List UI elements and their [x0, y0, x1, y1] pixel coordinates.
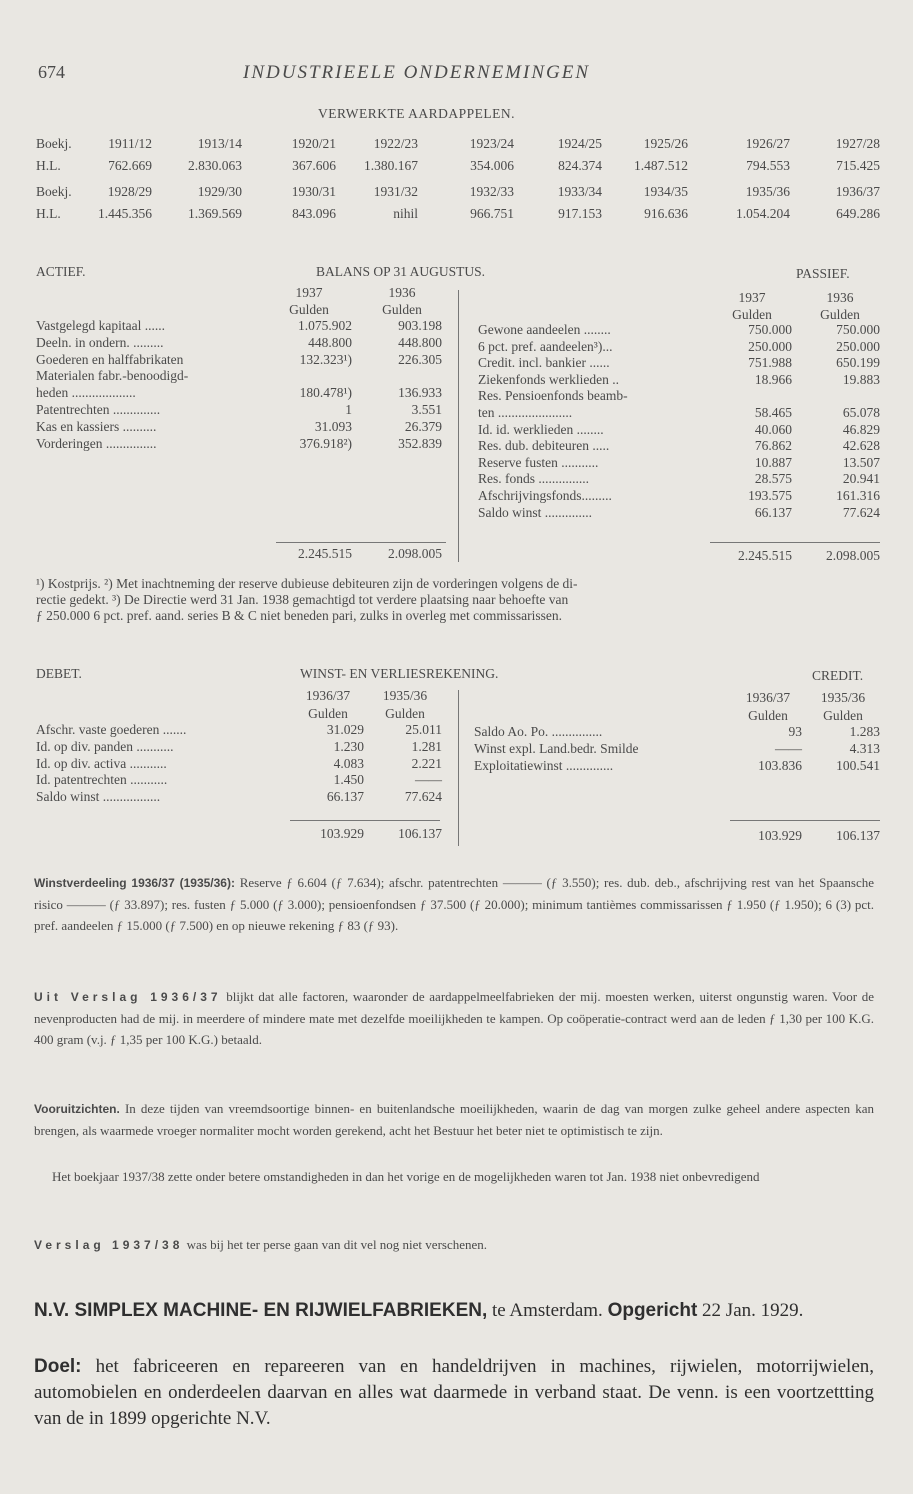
passief-value-1937: 66.137	[754, 504, 792, 520]
credit-value-1935-36: 100.541	[836, 758, 880, 773]
passief-value-1936: 650.199	[836, 355, 880, 371]
passief-row-label: Res. dub. debiteuren .....	[478, 438, 610, 454]
debet-total-rule	[290, 820, 440, 821]
actief-value-1936: 903.198	[398, 318, 442, 333]
boekjaar-paragraph	[34, 1166, 874, 1187]
actief-value-1936: 352.839	[398, 435, 442, 451]
aardappelen-year: 1927/28	[835, 136, 880, 151]
passief-row-label: Gewone aandeelen ........	[478, 322, 611, 337]
debet-value-1936-37: 31.029	[326, 722, 364, 737]
aardappelen-year: 1928/29	[107, 184, 152, 199]
passief-value-1936: 13.507	[842, 454, 880, 470]
passief-value-1936: 42.628	[842, 438, 880, 454]
passief-row-label: Credit. incl. bankier ......	[478, 355, 610, 371]
credit-col-unit: Gulden	[823, 708, 863, 723]
passief-value-1937: 28.575	[754, 471, 792, 487]
aardappelen-year: 1924/25	[557, 136, 602, 151]
aardappelen-value: 1.487.512	[634, 158, 688, 173]
passief-value-1936: 750.000	[836, 322, 880, 337]
passief-value-1936: 46.829	[842, 421, 880, 437]
credit-row-label: Winst expl. Land.bedr. Smilde	[474, 741, 639, 756]
passief-col-unit: Gulden	[820, 307, 860, 322]
actief-total-rule	[276, 542, 446, 543]
actief-value-1937: 1.075.902	[298, 318, 352, 333]
passief-value-1937: 76.862	[754, 438, 792, 454]
aardappelen-value: 917.153	[558, 206, 602, 221]
winstverdeeling-body: Reserve ƒ 6.604 (ƒ 7.634); afschr. patentrechten ——— (ƒ 3.550); res. dub. deb., afschrijving rest van het Spaansche risico ——— (ƒ 33.897); res. fusten ƒ 5.000 (ƒ 3.000); pensioenfondsen ƒ 37.500 (ƒ 20.000); minimum tantièmes commissarissen ƒ 1.950 (ƒ 1.950); 6 (3) pct. pref. aandeelen ƒ 15.000 (ƒ 7.500) en op nieuwe rekening ƒ 83 (ƒ 93).	[34, 875, 875, 933]
aardappelen-value: 762.669	[108, 158, 152, 173]
credit-value-1936-37: 103.836	[758, 758, 802, 773]
debet-row-label: Id. op div. panden ...........	[36, 738, 174, 754]
aardappelen-year: 1911/12	[108, 136, 152, 151]
aardappelen-year: 1923/24	[469, 136, 514, 151]
aardappelen-row-label: H.L.	[36, 158, 61, 173]
aardappelen-value: 715.425	[836, 158, 880, 173]
passief-value-1937: 10.887	[754, 454, 792, 470]
debet-value-1936-37: 1.450	[333, 772, 364, 788]
aardappelen-year: 1935/36	[745, 184, 790, 199]
actief-value-1936: 448.800	[398, 334, 442, 350]
actief-row-label: Vorderingen ...............	[36, 435, 157, 451]
passief-col-year: 1936	[826, 290, 854, 305]
verslag-1936-paragraph	[34, 986, 874, 1050]
passief-value-1937: 250.000	[748, 338, 792, 354]
aardappelen-year: 1932/33	[469, 184, 514, 199]
passief-col-unit: Gulden	[732, 307, 772, 322]
actief-value-1937: 180.478¹)	[299, 385, 352, 401]
doel-label: Doel:	[34, 1356, 82, 1377]
debet-value-1935-36: ——	[415, 772, 442, 788]
actief-row-label: Vastgelegd kapitaal ......	[36, 318, 165, 333]
aardappelen-row-label: Boekj.	[36, 184, 72, 199]
debet-value-1935-36: 2.221	[411, 755, 442, 771]
actief-label: ACTIEF.	[36, 264, 86, 279]
actief-col-year: 1936	[388, 285, 416, 300]
passief-row-label: ten ......................	[478, 405, 573, 420]
credit-total-rule	[730, 820, 880, 821]
passief-label: PASSIEF.	[796, 266, 850, 281]
winst-title: WINST- EN VERLIESREKENING.	[300, 666, 499, 681]
debet-row-label: Id. patentrechten ...........	[36, 772, 168, 788]
aardappelen-value: 1.380.167	[364, 158, 418, 173]
winstverdeeling-label: Winstverdeeling 1936/37 (1935/36):	[34, 876, 235, 890]
actief-value-1937: 376.918²)	[299, 435, 352, 451]
debet-value-1936-37: 4.083	[333, 755, 364, 771]
aardappelen-year: 1930/31	[291, 184, 336, 199]
aardappelen-row-label: H.L.	[36, 206, 61, 221]
passief-value-1937: 750.000	[748, 322, 792, 337]
actief-total-1936: 2.098.005	[388, 546, 442, 561]
aardappelen-year: 1922/23	[373, 136, 418, 151]
debet-value-1935-36: 77.624	[404, 789, 442, 805]
aardappelen-year: 1913/14	[197, 136, 242, 151]
credit-value-1935-36: 1.283	[849, 724, 880, 739]
credit-row-label: Saldo Ao. Po. ...............	[474, 724, 603, 739]
actief-row-label: Kas en kassiers ..........	[36, 418, 157, 434]
verslag-1937-paragraph	[34, 1234, 874, 1256]
credit-row-label: Exploitatiewinst ..............	[474, 758, 614, 773]
passief-row-label: Afschrijvingsfonds.........	[478, 488, 612, 503]
winst-divider	[458, 690, 459, 846]
passief-value-1936: 250.000	[836, 338, 880, 354]
actief-value-1937: 1	[345, 402, 352, 417]
passief-row-label: Id. id. werklieden ........	[478, 421, 604, 437]
aardappelen-value: 2.830.063	[188, 158, 242, 173]
actief-row-label: Deeln. in ondern. .........	[36, 334, 164, 350]
debet-col-unit: Gulden	[385, 706, 425, 721]
aardappelen-value: 966.751	[470, 206, 514, 221]
actief-value-1936: 3.551	[411, 402, 442, 417]
aardappelen-year: 1931/32	[373, 184, 418, 199]
company-paragraph	[34, 1298, 874, 1324]
aardappelen-value: 1.369.569	[188, 206, 242, 221]
debet-col-year: 1935/36	[382, 688, 428, 703]
footnote-line-2: rectie gedekt. ³) De Directie werd 31 Jan. 1938 gemachtigd tot verdere plaatsing naar behoefte van	[36, 592, 569, 607]
debet-label: DEBET.	[36, 666, 82, 681]
passief-col-year: 1937	[738, 290, 766, 305]
debet-row-label: Id. op div. activa ...........	[36, 755, 167, 771]
winstverdeeling-paragraph	[34, 872, 874, 936]
footnote-line-1: ¹) Kostprijs. ²) Met inachtneming der reserve dubieuse debiteuren zijn de vorderingen volgens de di-	[36, 576, 578, 591]
passief-value-1936: 20.941	[842, 471, 880, 487]
passief-row-label: Res. fonds ...............	[478, 471, 589, 487]
actief-row-label: heden ...................	[36, 385, 136, 401]
passief-value-1936: 161.316	[836, 488, 880, 503]
credit-col-unit: Gulden	[748, 708, 788, 723]
aardappelen-value: 1.445.356	[98, 206, 152, 221]
aardappelen-value: 1.054.204	[736, 206, 790, 221]
vooruitzichten-paragraph	[34, 1098, 874, 1141]
aardappelen-value: 794.553	[746, 158, 790, 173]
balans-title: BALANS OP 31 AUGUSTUS.	[316, 264, 486, 279]
aardappelen-title: VERWERKTE AARDAPPELEN.	[318, 106, 516, 121]
passief-row-label: Saldo winst ..............	[478, 504, 593, 520]
aardappelen-row-label: Boekj.	[36, 136, 72, 151]
actief-value-1936: 136.933	[398, 385, 442, 401]
aardappelen-year: 1929/30	[197, 184, 242, 199]
passief-total-rule	[710, 542, 880, 543]
aardappelen-value: 843.096	[292, 206, 336, 221]
passief-value-1936: 65.078	[842, 405, 880, 420]
running-title: INDUSTRIEELE ONDERNEMINGEN	[243, 62, 591, 83]
credit-col-year: 1936/37	[745, 690, 791, 705]
opgericht-label: Opgericht	[607, 1300, 698, 1321]
balans-divider	[458, 290, 459, 562]
actief-total-1937: 2.245.515	[298, 546, 352, 561]
passief-row-label: Res. Pensioenfonds beamb-	[478, 388, 628, 404]
doel-body: het fabriceeren en repareeren van en handeldrijven in machines, rijwielen, motorrijwielen, automobielen en onderdeelen daarvan en alles wat daarmede in verband staat. De venn. is een voortzettting van de in 1899 opgerichte N.V.	[34, 1356, 875, 1429]
passief-value-1937: 58.465	[754, 405, 792, 420]
credit-value-1935-36: 4.313	[849, 741, 880, 756]
debet-value-1935-36: 25.011	[405, 722, 442, 737]
verslag-1936-body: blijkt dat alle factoren, waaronder de aardappelmeelfabrieken der mij. moesten werken, uiterst ongunstig waren. Voor de nevenproducten had de mij. in meerdere of mindere mate met dezelfde moeilijkheden te kampen. Op coöperatie-contract werd aan de leden ƒ 1,30 per 100 K.G. 400 gram (v.j. ƒ 1,35 per 100 K.G.) betaald.	[34, 989, 874, 1047]
actief-col-unit: Gulden	[289, 302, 329, 317]
footnote-line-3: ƒ 250.000 6 pct. pref. aand. series B & C niet beneden pari, zulks in overleg met commissarissen.	[36, 608, 562, 623]
vooruitzichten-body: In deze tijden van vreemdsoortige binnen- en buitenlandsche moeilijkheden, waarin de dag van morgen zulke geheel andere aspecten kan brengen, als waarmede vroeger normaliter mocht worden gerekend, acht het Bestuur het beter niet te optimistisch te zijn.	[34, 1101, 875, 1138]
debet-total-1935-36: 106.137	[398, 826, 442, 841]
debet-col-year: 1936/37	[305, 688, 351, 703]
debet-row-label: Saldo winst .................	[36, 789, 161, 805]
verslag-1936-label: Uit Verslag 1936/37	[34, 990, 222, 1004]
opgericht-date: 22 Jan. 1929.	[702, 1300, 804, 1321]
aardappelen-year: 1933/34	[557, 184, 602, 199]
credit-total-1936-37: 103.929	[758, 828, 802, 843]
passief-row-label: Reserve fusten ...........	[478, 454, 599, 470]
aardappelen-value: 354.006	[470, 158, 514, 173]
actief-col-unit: Gulden	[382, 302, 422, 317]
passief-value-1937: 751.988	[748, 355, 792, 371]
actief-row-label: Patentrechten ..............	[36, 402, 161, 417]
debet-value-1936-37: 66.137	[326, 789, 364, 805]
actief-col-year: 1937	[295, 285, 323, 300]
credit-col-year: 1935/36	[820, 690, 866, 705]
passief-value-1937: 40.060	[754, 421, 792, 437]
passief-row-label: 6 pct. pref. aandeelen³)...	[478, 338, 613, 354]
boekjaar-body: Het boekjaar 1937/38 zette onder betere omstandigheden in dan het vorige en de mogelijkheden waren tot Jan. 1938 niet onbevredigend	[52, 1169, 760, 1184]
credit-label: CREDIT.	[812, 668, 864, 683]
passief-value-1936: 77.624	[842, 504, 880, 520]
actief-row-label: Goederen en halffabrikaten	[36, 351, 184, 367]
aardappelen-year: 1925/26	[643, 136, 688, 151]
aardappelen-year: 1936/37	[835, 184, 880, 199]
verslag-1937-body: was bij het ter perse gaan van dit vel nog niet verschenen.	[186, 1237, 488, 1252]
passief-total-1936: 2.098.005	[826, 548, 880, 563]
aardappelen-value: 649.286	[836, 206, 880, 221]
credit-total-1935-36: 106.137	[836, 828, 880, 843]
aardappelen-year: 1934/35	[643, 184, 688, 199]
debet-total-1936-37: 103.929	[320, 826, 364, 841]
credit-value-1936-37: ——	[775, 741, 802, 756]
doel-paragraph	[34, 1354, 874, 1432]
aardappelen-year: 1920/21	[291, 136, 336, 151]
debet-value-1935-36: 1.281	[411, 738, 442, 754]
actief-value-1936: 226.305	[398, 351, 442, 367]
actief-value-1936: 26.379	[404, 418, 442, 434]
debet-value-1936-37: 1.230	[333, 738, 364, 754]
verslag-1937-label: Verslag 1937/38	[34, 1238, 184, 1252]
debet-row-label: Afschr. vaste goederen .......	[36, 722, 187, 737]
page-number: 674	[38, 62, 65, 82]
debet-col-unit: Gulden	[308, 706, 348, 721]
actief-value-1937: 132.323¹)	[299, 351, 352, 367]
actief-value-1937: 448.800	[308, 334, 352, 350]
passief-value-1936: 19.883	[842, 371, 880, 387]
passief-total-1937: 2.245.515	[738, 548, 792, 563]
vooruitzichten-label: Vooruitzichten.	[34, 1102, 120, 1116]
aardappelen-value: nihil	[393, 206, 418, 221]
aardappelen-year: 1926/27	[745, 136, 790, 151]
passief-row-label: Ziekenfonds werklieden ..	[478, 371, 619, 387]
credit-value-1936-37: 93	[788, 724, 802, 739]
company-name: N.V. SIMPLEX MACHINE- EN RIJWIELFABRIEKEN,	[34, 1300, 488, 1321]
actief-value-1937: 31.093	[314, 418, 352, 434]
aardappelen-value: 824.374	[558, 158, 602, 173]
aardappelen-value: 367.606	[292, 158, 336, 173]
company-place: te Amsterdam.	[492, 1300, 603, 1321]
actief-row-label: Materialen fabr.-benoodigd-	[36, 368, 189, 384]
aardappelen-value: 916.636	[644, 206, 688, 221]
passief-value-1937: 193.575	[748, 488, 792, 503]
passief-value-1937: 18.966	[754, 371, 792, 387]
